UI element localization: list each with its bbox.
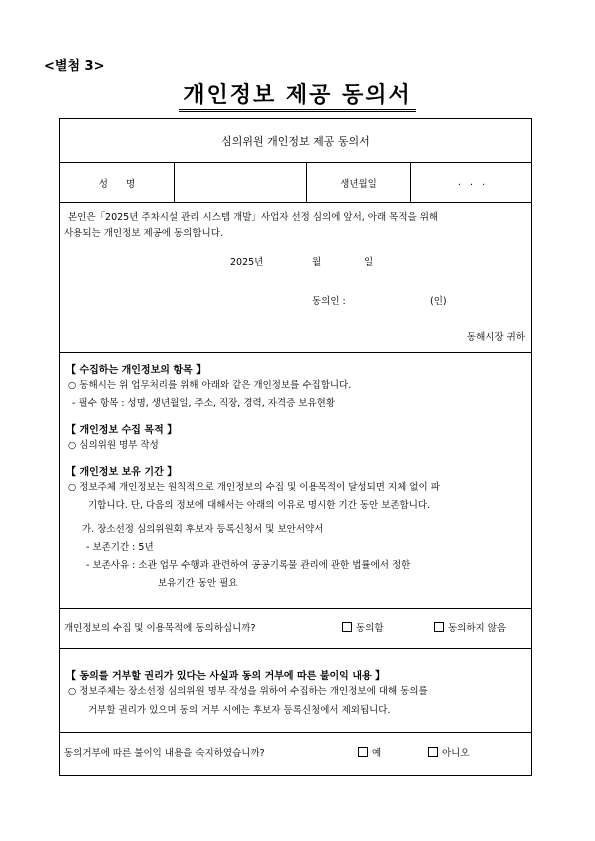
agree-label: 동의함 [356,623,384,634]
birth-value: . . . [457,177,486,188]
consent-line-1: 본인은「2025년 주차시설 관리 시스템 개발」사업자 선정 심의에 앞서, 아래 목적을 위해 [68,212,439,223]
addressee: 동해시장 귀하 [466,332,525,343]
retention-line-5: - 보존사유 : 소관 업무 수행과 관련하여 공공기록물 관리에 관한 법률에서 정한 [86,560,411,571]
yes-checkbox[interactable] [358,747,368,757]
agree-checkbox[interactable] [342,622,352,632]
retention-line-1: ○ 정보주체 개인정보는 원칙적으로 개인정보의 수집 및 이용목적이 달성되면 지체 없이 파 [68,482,440,493]
refusal-line-2: 거부할 권리가 있으며 동의 거부 시에는 후보자 등록신청에서 제외됩니다. [88,705,391,716]
consent-question-row [60,609,531,649]
items-line-1: ○ 동해시는 위 업무처리를 위해 아래와 같은 개인정보를 수집합니다. [68,380,352,391]
purpose-heading: 【 개인정보 수집 목적 】 [66,425,178,436]
birth-input-cell[interactable] [411,163,532,202]
items-line-2: - 필수 항목 : 성명, 생년월일, 주소, 직장, 경력, 자격증 보유현황 [72,398,335,409]
retention-line-4: - 보존기간 : 5년 [86,542,154,553]
refusal-block [60,649,531,733]
date-year: 2025년 [230,257,264,268]
disagree-checkbox[interactable] [434,622,444,632]
birth-label: 생년월일 [340,178,377,190]
yes-label: 예 [372,748,382,759]
retention-line-3: 가. 장소선정 심의위원회 후보자 등록신청서 및 보안서약서 [82,524,324,535]
document-title [0,78,595,109]
name-label-cell [60,163,175,202]
form-heading: 심의위원 개인정보 제공 동의서 [221,134,370,148]
no-option[interactable] [428,747,470,761]
disagree-label: 동의하지 않음 [448,623,507,634]
purpose-line-1: ○ 심의위원 명부 작성 [68,440,159,451]
no-checkbox[interactable] [428,747,438,757]
consent-question: 개인정보의 수집 및 이용목적에 동의하십니까? [64,623,256,634]
acknowledge-question: 동의거부에 따른 불이익 내용을 숙지하였습니까? [64,748,265,759]
signer-label: 동의인 : [312,296,346,307]
attachment-label: <별첨 3> [44,59,105,74]
items-heading: 【 수집하는 개인정보의 항목 】 [66,365,207,376]
retention-line-2: 기합니다. 단, 다음의 정보에 대해서는 아래의 이유로 명시한 기간 동안 보존합니다. [88,500,431,511]
agree-option[interactable] [342,622,384,636]
birth-label-cell [307,163,411,202]
retention-heading: 【 개인정보 보유 기간 】 [66,467,178,478]
consent-form [59,118,532,776]
form-heading-row [60,119,531,163]
disagree-option[interactable] [434,622,506,636]
refusal-line-1: ○ 정보주체는 장소선정 심의위원 명부 작성을 위하여 수집하는 개인정보에 대해 동의를 [68,686,428,697]
name-birth-row [60,163,531,203]
consent-statement-block [60,203,531,353]
yes-option[interactable] [358,747,381,761]
name-input-cell[interactable] [175,163,307,202]
seal-mark: (인) [430,296,447,307]
date-month: 월 [312,257,322,268]
refusal-heading: 【 동의를 거부할 권리가 있다는 사실과 동의 거부에 따른 불이익 내용 】 [66,671,386,682]
date-day: 일 [364,257,374,268]
name-label: 성 명 [98,178,136,190]
info-block [60,353,531,609]
acknowledge-question-row [60,733,531,775]
retention-line-6: 보유기간 동안 필요 [158,578,238,589]
document-title-text: 개인정보 제공 동의서 [179,83,416,112]
consent-line-2: 사용되는 개인정보 제공에 동의합니다. [64,228,223,239]
no-label: 아니오 [442,748,470,759]
